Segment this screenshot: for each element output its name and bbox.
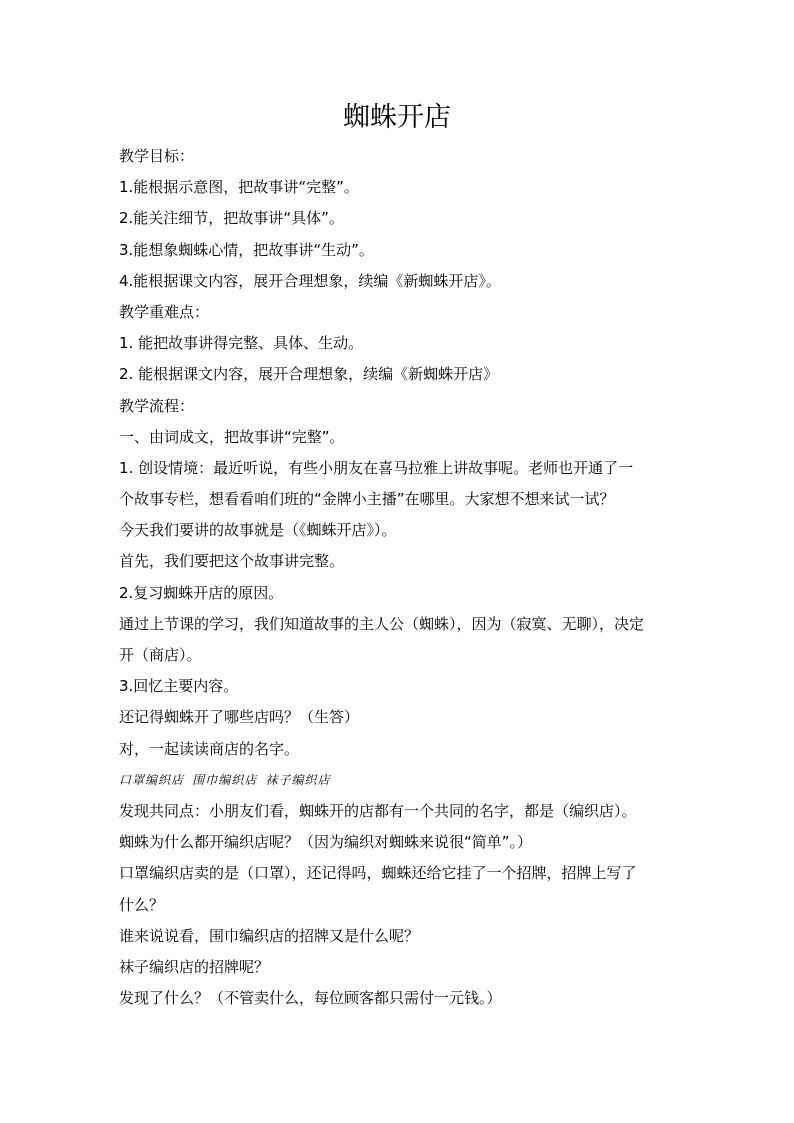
section-heading-key-points: 教学重难点：: [119, 302, 210, 321]
paragraph-line: 开（商店）。: [119, 646, 202, 664]
section-heading-process: 教学流程：: [119, 396, 195, 415]
paragraph-line: 口罩编织店卖的是（口罩），还记得吗，蜘蛛还给它挂了一个招牌，招牌上写了: [119, 864, 637, 883]
section-heading-objectives: 教学目标：: [119, 147, 195, 165]
objective-item: 4.能根据课文内容，展开合理想象，续编《新蜘蛛开店》。: [119, 271, 501, 290]
document-title: 蜘蛛开店: [343, 102, 451, 133]
paragraph-line: 通过上节课的学习，我们知道故事的主人公（蜘蛛），因为（寂寞、无聊），决定: [119, 614, 645, 633]
paragraph-line: 对，一起读读商店的名字。: [119, 739, 300, 758]
objective-item: 1.能根据示意图，把故事讲“完整”。: [119, 178, 359, 197]
paragraph-line: 袜子编织店的招牌呢？: [119, 957, 270, 976]
objective-item: 2.能关注细节，把故事讲“具体”。: [119, 209, 344, 228]
process-step-heading: 一、由词成文，把故事讲“完整”。: [119, 427, 345, 446]
paragraph-line: 首先，我们要把这个故事讲完整。: [119, 552, 345, 571]
paragraph-line: 谁来说说看，围巾编织店的招牌又是什么呢？: [119, 926, 420, 945]
paragraph-line: 1. 创设情境：最近听说，有些小朋友在喜马拉雅上讲故事呢。老师也开通了一: [119, 458, 634, 477]
paragraph-line: 发现了什么？（不管卖什么，每位顾客都只需付一元钱。）: [119, 989, 502, 1008]
paragraph-line: 个故事专栏，想看看咱们班的“金牌小主播”在哪里。大家想不想来试一试？: [119, 490, 615, 509]
paragraph-line: 发现共同点：小朋友们看，蜘蛛开的店都有一个共同的名字，都是（编织店）。: [119, 801, 637, 820]
key-point-item: 1. 能把故事讲得完整、具体、生动。: [119, 334, 364, 353]
document-body: [119, 141, 679, 1014]
paragraph-line: 什么？: [119, 895, 165, 914]
shop-names-line: 口罩编织店 围巾编织店 袜子编织店: [119, 772, 331, 787]
key-point-item: 2. 能根据课文内容，展开合理想象，续编《新蜘蛛开店》: [119, 365, 499, 384]
paragraph-line: 蜘蛛为什么都开编织店呢？（因为编织对蜘蛛来说很“简单”。）: [119, 833, 533, 852]
paragraph-line: 3.回忆主要内容。: [119, 677, 239, 696]
paragraph-line: 还记得蜘蛛开了哪些店吗？（生答）: [119, 708, 360, 727]
objective-item: 3.能想象蜘蛛心情，把故事讲“生动”。: [119, 240, 374, 259]
paragraph-line: 2.复习蜘蛛开店的原因。: [119, 583, 284, 602]
paragraph-line: 今天我们要讲的故事就是（《蜘蛛开店》）。: [119, 521, 397, 540]
